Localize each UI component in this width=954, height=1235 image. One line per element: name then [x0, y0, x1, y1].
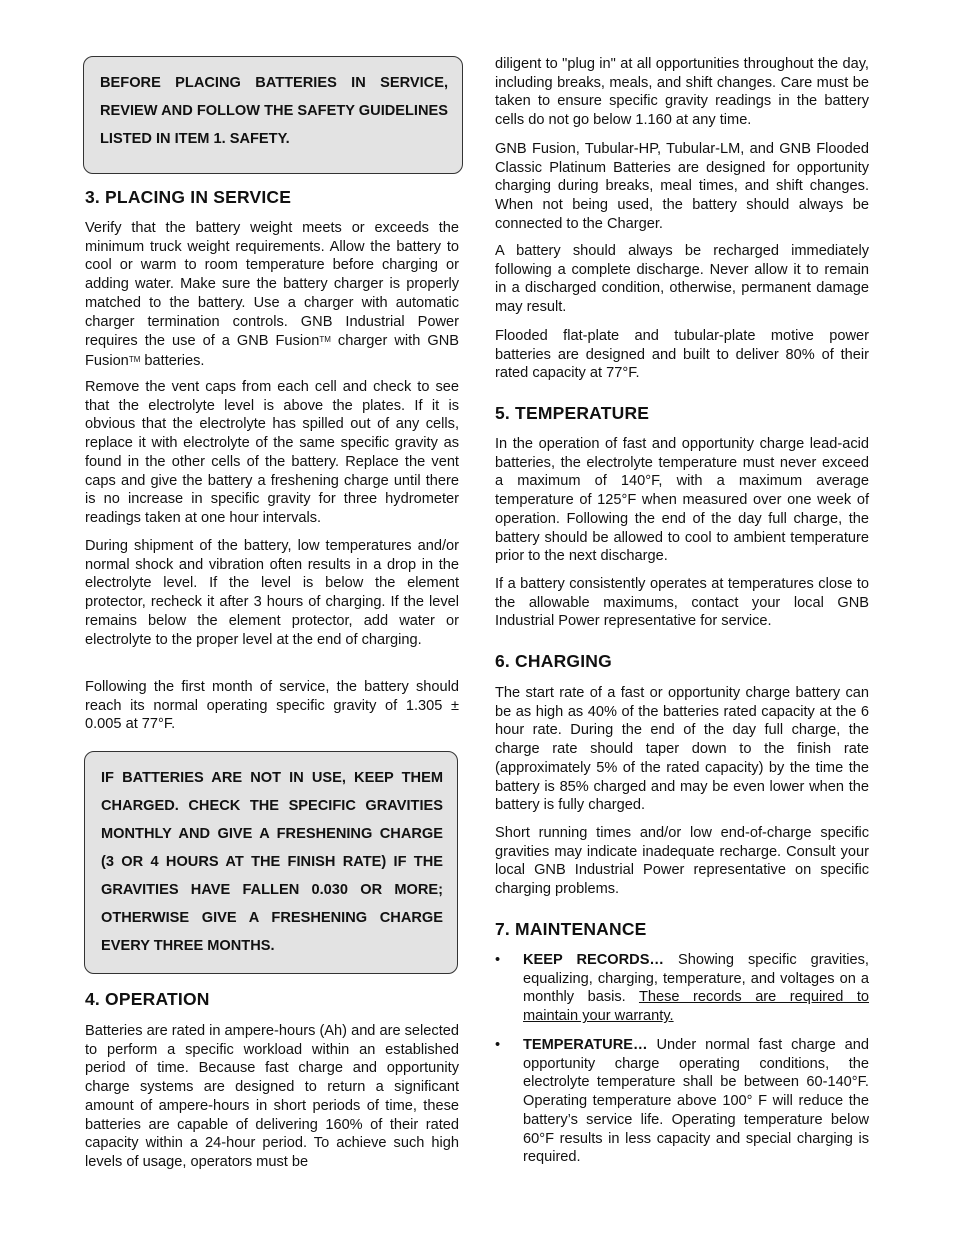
bullet-icon: •: [495, 1037, 501, 1053]
operation-paragraph-1-continued: diligent to "plug in" at all opportunities throughout the day, including breaks, meals, and shift changes. Care must be taken to ensure specific gravity readings in the battery cells do not go below 1.160 at any time.: [495, 56, 869, 129]
section-heading-maintenance: 7. MAINTENANCE: [495, 919, 647, 939]
charging-paragraph-1: The start rate of a fast or opportunity charge battery can be as high as 40% of the batteries rated capacity at the 6 hour rate. During the end of the day full charge, the charge rate should taper down to the finish rate (approximately 5% of the rated capacity) by the time the battery is 85% charged and may be even lower when the battery is fully charged.: [495, 685, 869, 814]
operation-paragraph-4: Flooded flat-plate and tubular-plate motive power batteries are designed and built to deliver 80% of their rated capacity at 77°F.: [495, 328, 869, 382]
placing-paragraph-3: During shipment of the battery, low temperatures and/or normal shock and vibration often results in a drop in the electrolyte level. If the level is below the element protector, recheck it after 3 hours of charging. If the level remains below the element protector, add water or electrolyte to the proper level at the end of charging.: [85, 538, 459, 648]
section-heading-operation: 4. OPERATION: [85, 989, 210, 1009]
section-heading-placing-in-service: 3. PLACING IN SERVICE: [85, 187, 292, 207]
operation-paragraph-3: A battery should always be recharged immediately following a complete discharge. Never allow it to remain in a discharged condition, otherwise, permanent damage may result.: [495, 243, 869, 316]
placing-paragraph-4: Following the first month of service, the battery should reach its normal operating specific gravity of 1.305 ± 0.005 at 77°F.: [85, 679, 459, 733]
temperature-paragraph-2: If a battery consistently operates at temperatures close to the allowable maximums, contact your local GNB Industrial Power representative for service.: [495, 576, 869, 630]
placing-paragraph-1: Verify that the battery weight meets or exceeds the minimum truck weight requirements. Allow the battery to cool or warm to room temperature before charging or adding water. Make sure the battery charger is properly matched to the battery. Use a charger with automatic charger termination controls. GNB Industrial Power requires the use of a GNB Fusion™ charger with GNB Fusion™ batteries.: [85, 220, 459, 369]
temperature-paragraph-1: In the operation of fast and opportunity charge lead-acid batteries, the electrolyte temperature must never exceed a maximum of 140°F, with a maximum average temperature of 125°F when measured over one week of operation. Following the end of the day full charge, the battery should be allowed to cool to ambient temperature prior to the next discharge.: [495, 436, 869, 565]
bullet-icon: •: [495, 952, 501, 968]
storage-notice-text: IF BATTERIES ARE NOT IN USE, KEEP THEM CHARGED. CHECK THE SPECIFIC GRAVITIES MONTHLY AND GIVE A FRESHENING CHARGE (3 OR 4 HOURS AT THE FINISH RATE) IF THE GRAVITIES HAVE FALLEN 0.030 OR MORE; OTHERWISE GIVE A FRESHENING CHARGE EVERY THREE MONTHS.: [101, 770, 443, 954]
safety-notice-box: [83, 56, 463, 174]
section-heading-temperature: 5. TEMPERATURE: [495, 403, 650, 423]
charging-paragraph-2: Short running times and/or low end-of-charge specific gravities may indicate inadequate recharge. Consult your local GNB Industrial Power representative on specific charging problems.: [495, 825, 869, 898]
warranty-requirement-note: These records are required to maintain your warranty.: [523, 989, 869, 1025]
operation-paragraph-2: GNB Fusion, Tubular-HP, Tubular-LM, and GNB Flooded Classic Platinum Batteries are designed for opportunity charging during breaks, meal times, and shift changes. When not being used, the battery should always be connected to the Charger.: [495, 141, 869, 232]
operation-paragraph-1: Batteries are rated in ampere-hours (Ah) and are selected to perform a specific workload within an established period of time. Because fast charge and opportunity charge systems are designed to return a significant amount of ampere-hours in short periods of time, these batteries are capable of delivering 160% of their rated capacity within a 24-hour period. To achieve such high levels of usage, operators must be: [85, 1023, 459, 1170]
placing-paragraph-2: Remove the vent caps from each cell and check to see that the electrolyte level is above the plates. If it is obvious that the electrolyte has spilled out of any cells, replace it with electrolyte of the same specific gravity as found in the other cells of the battery. Replace the vent caps and give the battery a freshening charge until there is no increase in specific gravity for three hydrometer readings taken at one hour intervals.: [85, 379, 459, 526]
storage-notice-box: [84, 751, 458, 974]
section-heading-charging: 6. CHARGING: [495, 651, 612, 671]
safety-notice-text: BEFORE PLACING BATTERIES IN SERVICE, REVIEW AND FOLLOW THE SAFETY GUIDELINES LISTED IN ITEM 1. SAFETY.: [100, 75, 448, 147]
